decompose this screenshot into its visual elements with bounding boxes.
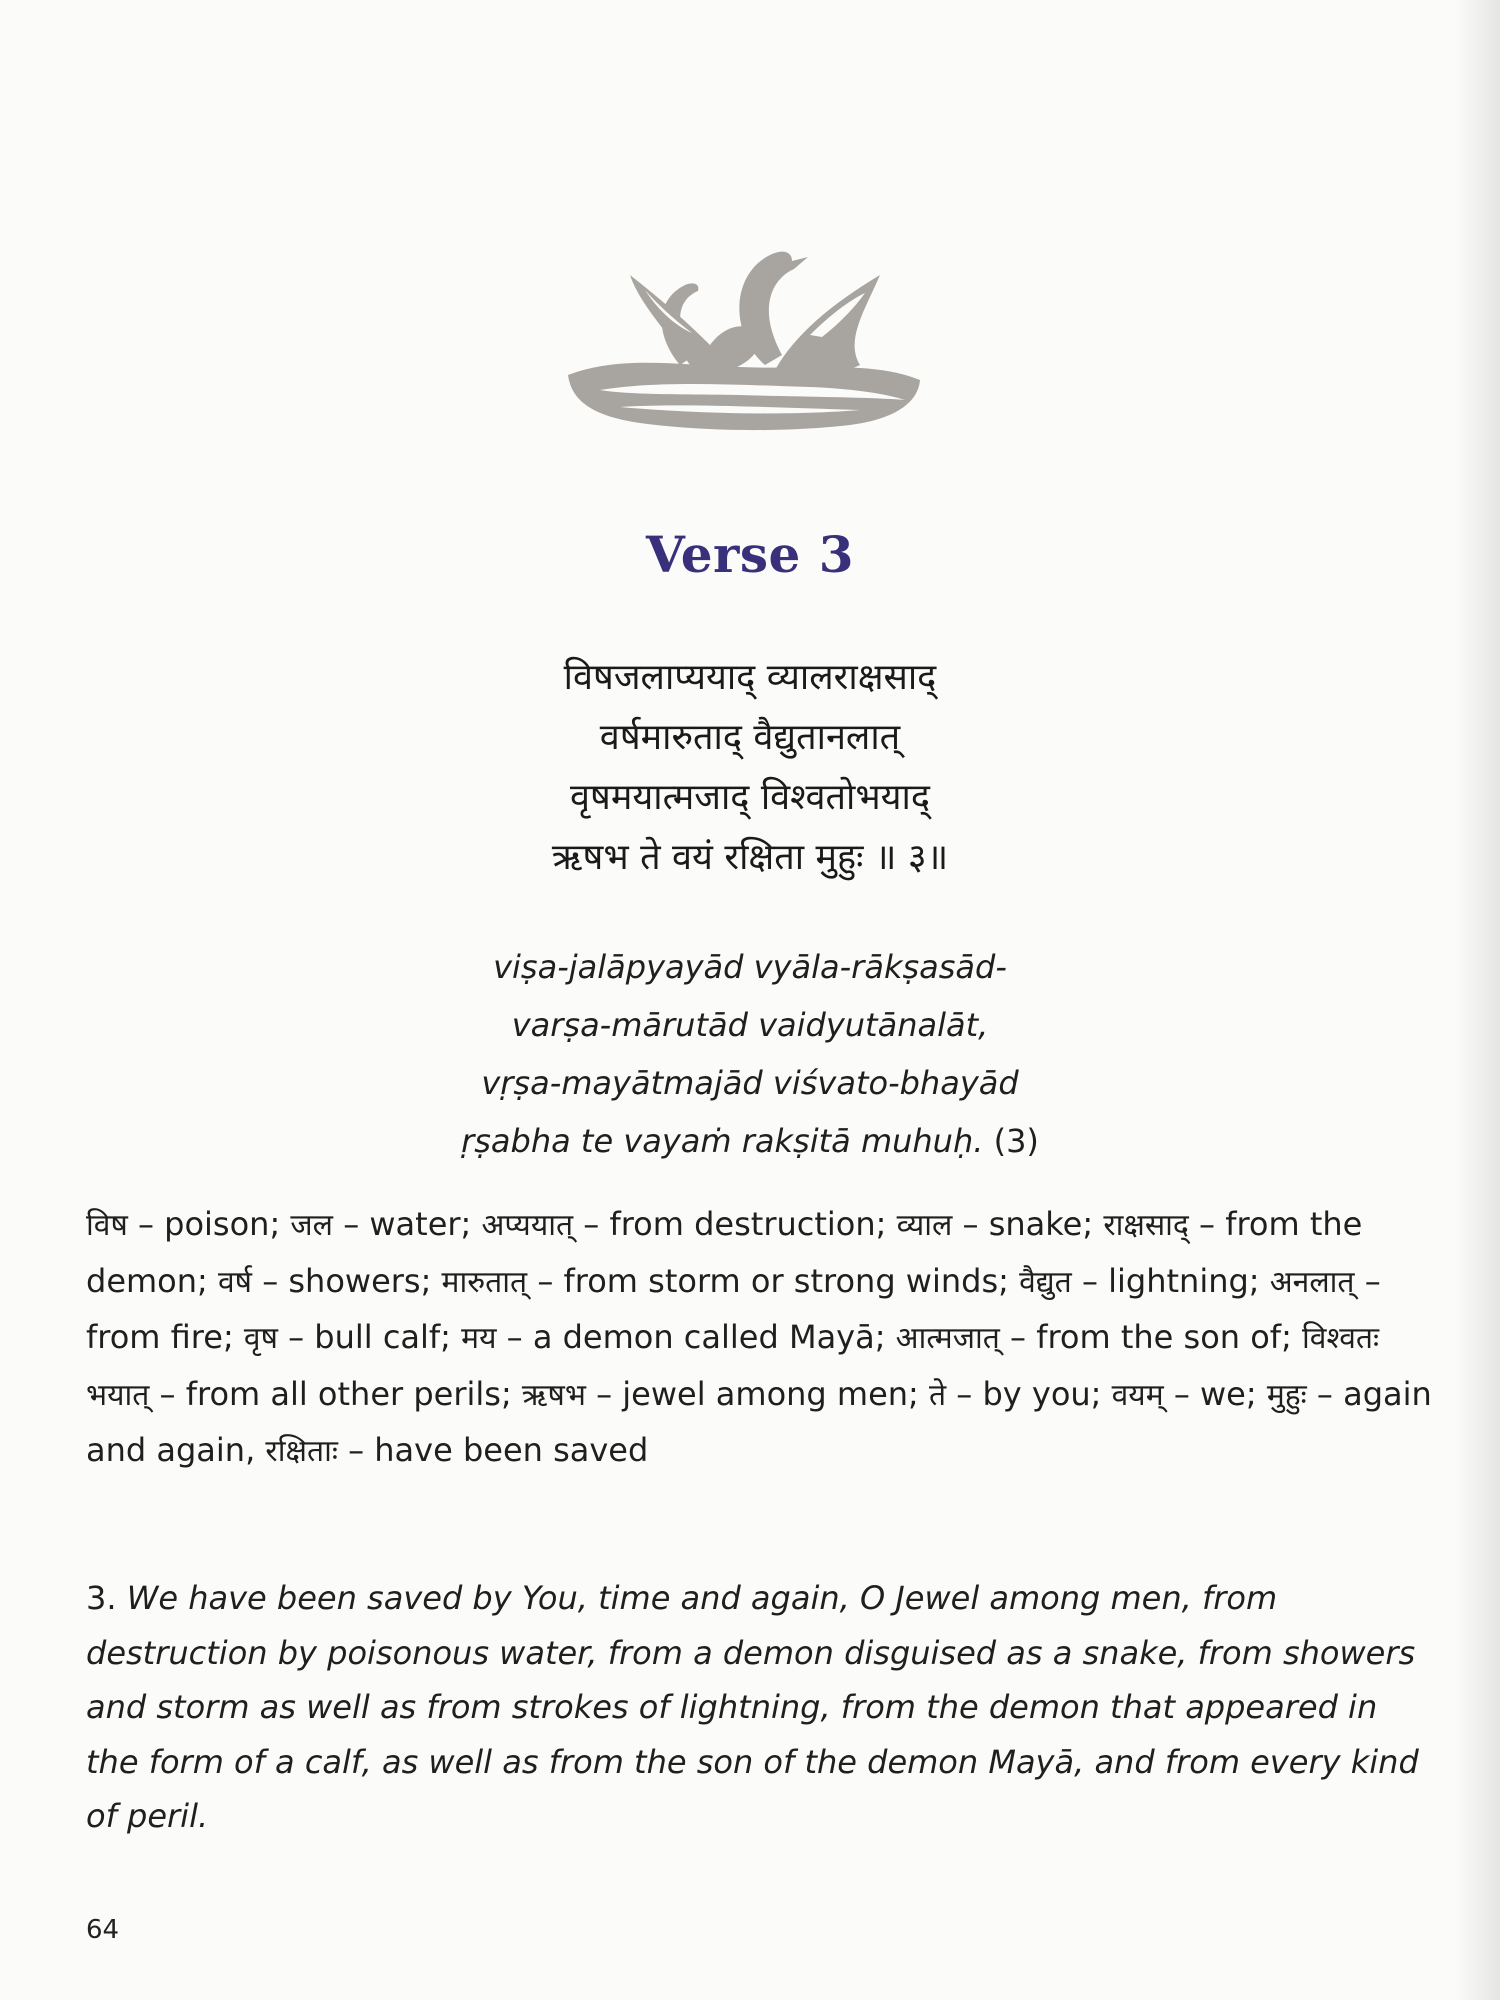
glossary-meaning: a demon called Mayā: [532, 1318, 875, 1356]
devanagari-line: विषजलाप्ययाद् व्यालराक्षसाद्: [563, 657, 937, 698]
glossary-term: जल: [290, 1208, 334, 1243]
glossary-meaning: from the son of: [1036, 1318, 1282, 1356]
page-number: 64: [86, 1915, 120, 1945]
glossary-term: मय: [461, 1321, 497, 1356]
glossary-term: वर्ष: [217, 1264, 253, 1300]
devanagari-line: ऋषभ ते वयं रक्षिता मुहुः ॥ ३॥: [551, 837, 949, 878]
transliteration-line: varṣa-mārutād vaidyutānalāt,: [511, 1006, 989, 1044]
verse-number: (3): [993, 1122, 1039, 1160]
glossary-meaning: from all other perils: [185, 1374, 501, 1413]
glossary-term: व्याल: [896, 1208, 953, 1243]
glossary-meaning: snake: [988, 1205, 1083, 1243]
glossary-meaning: water: [369, 1205, 461, 1243]
transliteration-verse: [0, 938, 1500, 1170]
glossary-term: मुहुः: [1266, 1377, 1307, 1413]
glossary-term: मारुतात्: [441, 1264, 528, 1300]
transliteration-line: vṛṣa-mayātmajād viśvato-bhayād: [481, 1064, 1019, 1102]
verse-title: Verse 3: [645, 525, 855, 584]
glossary-entry: ते – by you: [929, 1374, 1091, 1413]
glossary-meaning: jewel among men: [622, 1374, 909, 1413]
glossary-entry: मारुतात् – from storm or strong winds: [441, 1261, 999, 1300]
glossary-entry: मुहुः – again and again,: [86, 1374, 1432, 1469]
translation-number: 3.: [86, 1579, 117, 1617]
glossary-term: वयम्: [1111, 1377, 1164, 1413]
swans-ornament-icon: [560, 215, 930, 445]
glossary-term: अप्ययात्: [481, 1208, 574, 1243]
glossary-meaning: again and again,: [86, 1374, 1432, 1469]
glossary-term: विश्वतः भयात्: [86, 1321, 1380, 1413]
word-glossary: विष – poison; जल – water; अप्ययात् – from destruction; व्याल – snake; राक्षसाद् – from the demon; वर्ष – showers; मारुतात् – from storm or strong winds; वैद्युत – lightning; अनलात् – from fire; वृष – bull calf; मय – a demon called Mayā; आत्मजात् – from the son of; विश्वतः भयात् – from all other perils; ऋषभ – jewel among men; ते – by you; वयम् – we; मुहुः – again and again, रक्षिताः – have been saved: [86, 1205, 1432, 1469]
glossary-meaning: poison: [164, 1205, 270, 1243]
glossary-term: रक्षिताः: [265, 1434, 338, 1469]
glossary-meaning: from storm or strong winds: [563, 1261, 999, 1300]
glossary-entry: मय – a demon called Mayā: [461, 1318, 875, 1356]
glossary-term: ऋषभ: [521, 1377, 586, 1413]
glossary-entry: अप्ययात् – from destruction: [481, 1205, 876, 1243]
glossary-entry: रक्षिताः – have been saved: [265, 1431, 649, 1469]
glossary-term: अनलात्: [1269, 1264, 1355, 1300]
translation-text: We have been saved by You, time and again, O Jewel among men, from destruction by poisonous water, from a demon disguised as a snake, from showers and storm as well as from strokes of lightning, from the demon that appeared in the form of a calf, as well as from the son of the demon Mayā, and from every kind of peril.: [86, 1579, 1419, 1835]
glossary-meaning: lightning: [1108, 1261, 1249, 1300]
glossary-term: वैद्युत: [1019, 1264, 1072, 1300]
glossary-entry: राक्षसाद् – from the demon: [86, 1205, 1363, 1300]
glossary-term: ते: [929, 1377, 947, 1413]
glossary-entry: जल – water: [290, 1205, 461, 1243]
transliteration-text: ṛṣabha te vayaṁ rakṣitā muhuḥ.: [461, 1122, 984, 1160]
glossary-entry: विश्वतः भयात् – from all other perils: [86, 1321, 1380, 1413]
devanagari-line: वृषमयात्मजाद् विश्वतोभयाद्: [570, 777, 930, 818]
verse-translation: [86, 1571, 1436, 1844]
transliteration-line: [0, 1112, 1500, 1170]
glossary-entry: विष – poison: [86, 1205, 270, 1243]
glossary-entry: ऋषभ – jewel among men: [521, 1374, 909, 1413]
glossary-term: आत्मजात्: [895, 1321, 1000, 1356]
glossary-meaning: showers: [288, 1261, 421, 1300]
glossary-meaning: bull calf: [314, 1318, 441, 1356]
glossary-entry: व्याल – snake: [896, 1205, 1083, 1243]
glossary-entry: अनलात् – from fire: [86, 1261, 1381, 1356]
glossary-term: राक्षसाद्: [1103, 1208, 1189, 1243]
glossary-meaning: from destruction: [609, 1205, 876, 1243]
transliteration-line: viṣa-jalāpyayād vyāla-rākṣasād-: [493, 948, 1007, 986]
glossary-meaning: from the demon: [86, 1205, 1363, 1300]
glossary-entry: वृष – bull calf: [243, 1318, 441, 1356]
devanagari-verse: [0, 648, 1500, 888]
glossary-meaning: we: [1200, 1374, 1246, 1413]
glossary-entry: वयम् – we: [1111, 1374, 1246, 1413]
glossary-term: वृष: [243, 1321, 278, 1356]
glossary-meaning: from fire: [86, 1318, 223, 1356]
glossary-entry: वर्ष – showers: [217, 1261, 421, 1300]
glossary-term: विष: [86, 1208, 128, 1243]
glossary-entry: आत्मजात् – from the son of: [895, 1318, 1282, 1356]
glossary-meaning: by you: [982, 1374, 1091, 1413]
devanagari-line: वर्षमारुताद् वैद्युतानलात्: [599, 717, 901, 758]
glossary-meaning: have been saved: [374, 1431, 649, 1469]
glossary-entry: वैद्युत – lightning: [1019, 1261, 1249, 1300]
